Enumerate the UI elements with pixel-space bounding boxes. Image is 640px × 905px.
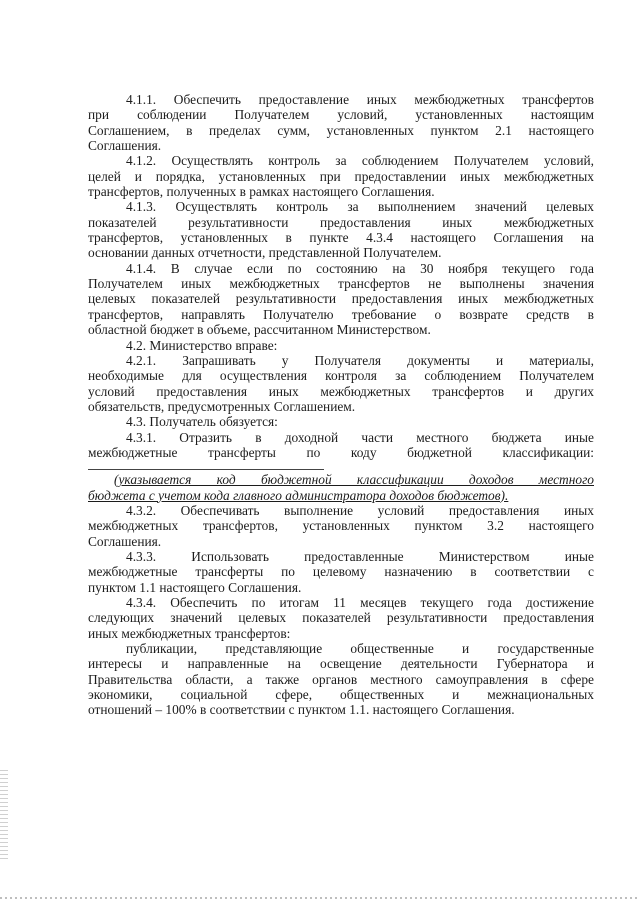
text-line: Соглашения. (88, 533, 162, 549)
text-line: областной бюджет в объеме, рассчитанном Министерством. (88, 322, 431, 338)
text-line: трансфертов, полученных в рамках настоящего Соглашения. (88, 184, 435, 200)
paragraph-publications (88, 641, 594, 718)
paragraph-4-3-2 (88, 503, 594, 549)
text-line: межбюджетных трансфертов, установленных пунктом 3.2 настоящего (88, 518, 594, 534)
text-line: экономики, социальной сфере, общественных и межнациональных (88, 687, 594, 703)
text-line: межбюджетные трансферты по коду бюджетной классификации: (88, 444, 594, 460)
text-line: обязательств, предусмотренных Соглашением. (88, 398, 356, 414)
paragraph-4-3 (88, 414, 594, 429)
text-line: необходимые для осуществления контроля за соблюдением Получателем (88, 368, 594, 384)
text-line: 4.1.1. Обеспечить предоставление иных межбюджетных трансфертов (126, 92, 594, 107)
scan-artifact-left (0, 770, 8, 860)
text-line: 4.1.2. Осуществлять контроль за соблюдением Получателем условий, (126, 153, 594, 169)
text-line: 4.3.2. Обеспечивать выполнение условий предоставления иных (126, 502, 594, 518)
scan-artifact-bottom (0, 897, 640, 899)
text-line: иных межбюджетных трансфертов: (88, 625, 291, 641)
text-line: отношений – 100% в соответствии с пунктом 1.1. настоящего Соглашения. (88, 702, 515, 718)
text-line: Получателем иных межбюджетных трансфертов не выполнены значения (88, 276, 594, 292)
paragraph-4-2-1 (88, 353, 594, 414)
text-line: 4.2.1. Запрашивать у Получателя документы и материалы, (126, 352, 594, 368)
text-line: 4.3.1. Отразить в доходной части местного бюджета иные (126, 429, 594, 445)
text-line: 4.1.4. В случае если по состоянию на 30 ноября текущего года (126, 260, 594, 276)
text-line: целей и порядка, установленных при предоставлении иных межбюджетных (88, 168, 594, 184)
paragraph-4-2 (88, 338, 594, 353)
paragraph-4-1-4 (88, 261, 594, 338)
paragraph-4-1-1 (88, 92, 594, 153)
text-line: трансфертов, направлять Получателю требование о возврате средств в (88, 306, 594, 322)
text-line: Соглашения. (88, 138, 162, 154)
paragraph-4-3-4 (88, 595, 594, 641)
paragraph-4-3-1 (88, 430, 594, 461)
text-line: Соглашением, в пределах сумм, установленных пунктом 2.1 настоящего (88, 122, 594, 138)
text-line: пунктом 1.1 настоящего Соглашения. (88, 579, 302, 595)
text-line: трансфертов, установленных в пункте 4.3.4 настоящего Соглашения на (88, 230, 594, 246)
text-line: целевых показателей результативности предоставления иных межбюджетных (88, 291, 594, 307)
text-line: следующих значений целевых показателей результативности предоставления (88, 610, 594, 626)
blank-code-line (88, 469, 324, 470)
document-page (88, 92, 594, 718)
text-line: бюджета с учетом кода главного администратора доходов бюджетов). (88, 487, 509, 503)
text-line: при соблюдении Получателем условий, установленных настоящим (88, 107, 594, 123)
text-line: 4.3.3. Использовать предоставленные Министерством иные (126, 548, 594, 564)
text-line: условий предоставления иных межбюджетных трансфертов и других (88, 383, 594, 399)
text-line: межбюджетные трансферты по целевому назначению в соответствии с (88, 564, 594, 580)
text-line: 4.1.3. Осуществлять контроль за выполнением значений целевых (126, 199, 594, 215)
text-line: 4.2. Министерство вправе: (126, 337, 278, 353)
text-line: (указывается код бюджетной классификации доходов местного (114, 472, 594, 488)
paragraph-4-3-3 (88, 549, 594, 595)
text-line: интересы и направленные на освещение деятельности Губернатора и (88, 656, 594, 672)
budget-code-note (88, 472, 594, 503)
text-line: 4.3.4. Обеспечить по итогам 11 месяцев текущего года достижение (126, 595, 594, 610)
text-line: показателей результативности предоставления иных межбюджетных (88, 214, 594, 230)
text-line: 4.3. Получатель обязуется: (126, 414, 278, 430)
paragraph-4-1-3 (88, 199, 594, 260)
text-line: Правительства области, а также органов местного самоуправления в сфере (88, 671, 594, 687)
paragraph-4-1-2 (88, 153, 594, 199)
text-line: основании данных отчетности, представленной Получателем. (88, 245, 442, 261)
text-line: публикации, представляющие общественные и государственные (126, 641, 594, 657)
